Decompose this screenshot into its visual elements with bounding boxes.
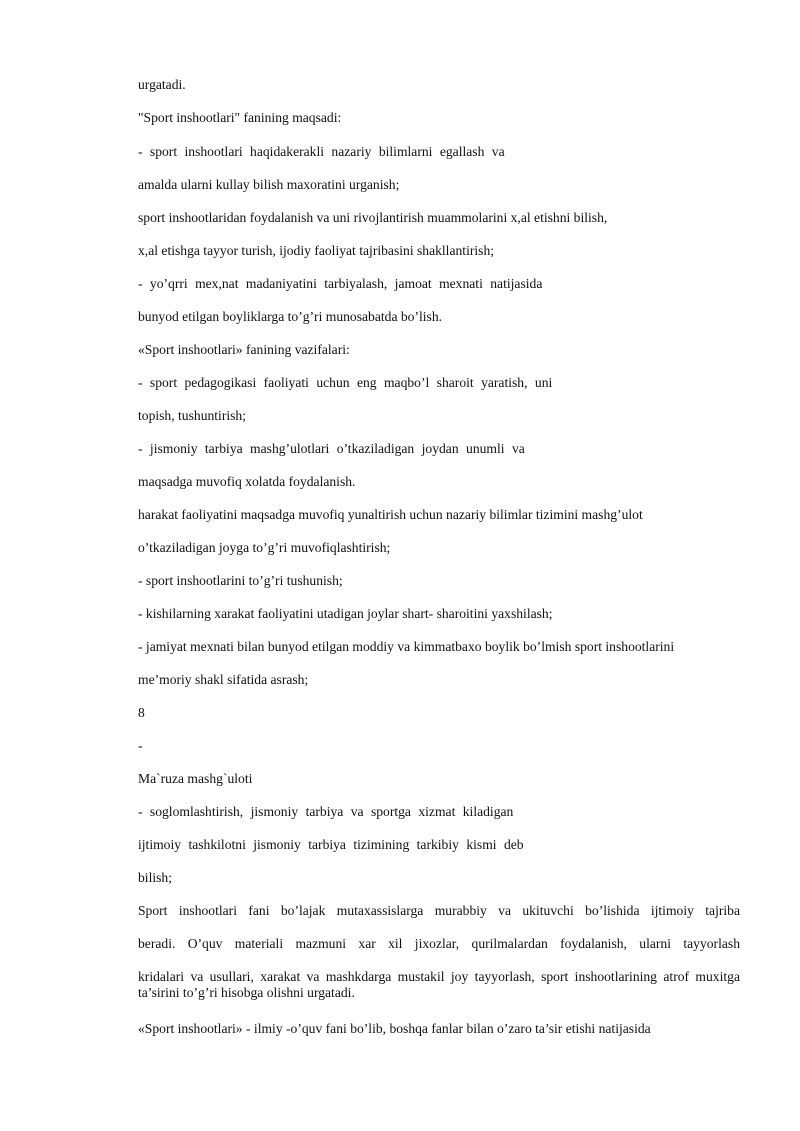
text-line: o’tkaziladigan joyga to’g’ri muvofiqlashtirish; xyxy=(138,540,391,555)
text-line: me’moriy shakl sifatida asrash; xyxy=(138,672,309,687)
text-line: - yo’qrri mex,nat madaniyatini tarbiyalash, jamoat mexnati natijasida xyxy=(138,276,543,291)
section-heading-tasks: «Sport inshootlari» fanining vazifalari: xyxy=(138,342,350,357)
text-line: urgatadi. xyxy=(138,77,186,92)
text-line: - kishilarning xarakat faoliyatini utadigan joylar shart- sharoitini yaxshilash; xyxy=(138,606,553,621)
section-heading-lecture: Ma`ruza mashg`uloti xyxy=(138,771,253,786)
text-line: bunyod etilgan boyliklarga to’g’ri munosabatda bo’lish. xyxy=(138,309,443,324)
text-line: amalda ularni kullay bilish maxoratini urganish; xyxy=(138,177,400,192)
text-line: maqsadga muvofiq xolatda foydalanish. xyxy=(138,474,356,489)
text-line: x,al etishga tayyor turish, ijodiy faoliyat tajribasini shakllantirish; xyxy=(138,243,495,258)
dash-separator: - xyxy=(138,738,143,753)
text-line: - sport inshootlari haqidakerakli nazariy bilimlarni egallash va xyxy=(138,144,505,159)
text-line: ijtimoiy tashkilotni jismoniy tarbiya tizimining tarkibiy kismi deb xyxy=(138,837,524,852)
text-line: «Sport inshootlari» - ilmiy -o’quv fani bo’lib, boshqa fanlar bilan o’zaro ta’sir etishi natijasida xyxy=(138,1021,651,1036)
text-paragraph: kridalari va usullari, xarakat va mashkdarga mustakil joy tayyorlash, sport inshootlarining atrof muxitga ta’sirini to’g’ri hisobga olishni urgatadi. xyxy=(138,969,740,1000)
text-line: beradi. O’quv materiali mazmuni xar xil jixozlar, qurilmalardan foydalanish, ularni tayyorlash xyxy=(138,936,740,951)
text-line: - soglomlashtirish, jismoniy tarbiya va sportga xizmat kiladigan xyxy=(138,804,514,819)
section-heading-goals: "Sport inshootlari" fanining maqsadi: xyxy=(138,110,342,125)
text-line: bilish; xyxy=(138,870,172,885)
text-line: harakat faoliyatini maqsadga muvofiq yunaltirish uchun nazariy bilimlar tizimini mashg’ulot xyxy=(138,507,643,522)
text-line: Sport inshootlari fani bo’lajak mutaxassislarga murabbiy va ukituvchi bo’lishida ijtimoiy tajriba xyxy=(138,903,740,918)
text-line: - sport pedagogikasi faoliyati uchun eng maqbo’l sharoit yaratish, uni xyxy=(138,375,553,390)
text-line: - jamiyat mexnati bilan bunyod etilgan moddiy va kimmatbaxo boylik bo’lmish sport inshootlarini xyxy=(138,639,675,654)
text-line: sport inshootlaridan foydalanish va uni rivojlantirish muammolarini x,al etishni bilish, xyxy=(138,210,608,225)
page-number: 8 xyxy=(138,705,145,720)
text-line: - jismoniy tarbiya mashg’ulotlari o’tkaziladigan joydan unumli va xyxy=(138,441,525,456)
text-line: - sport inshootlarini to’g’ri tushunish; xyxy=(138,573,343,588)
text-line: topish, tushuntirish; xyxy=(138,408,247,423)
